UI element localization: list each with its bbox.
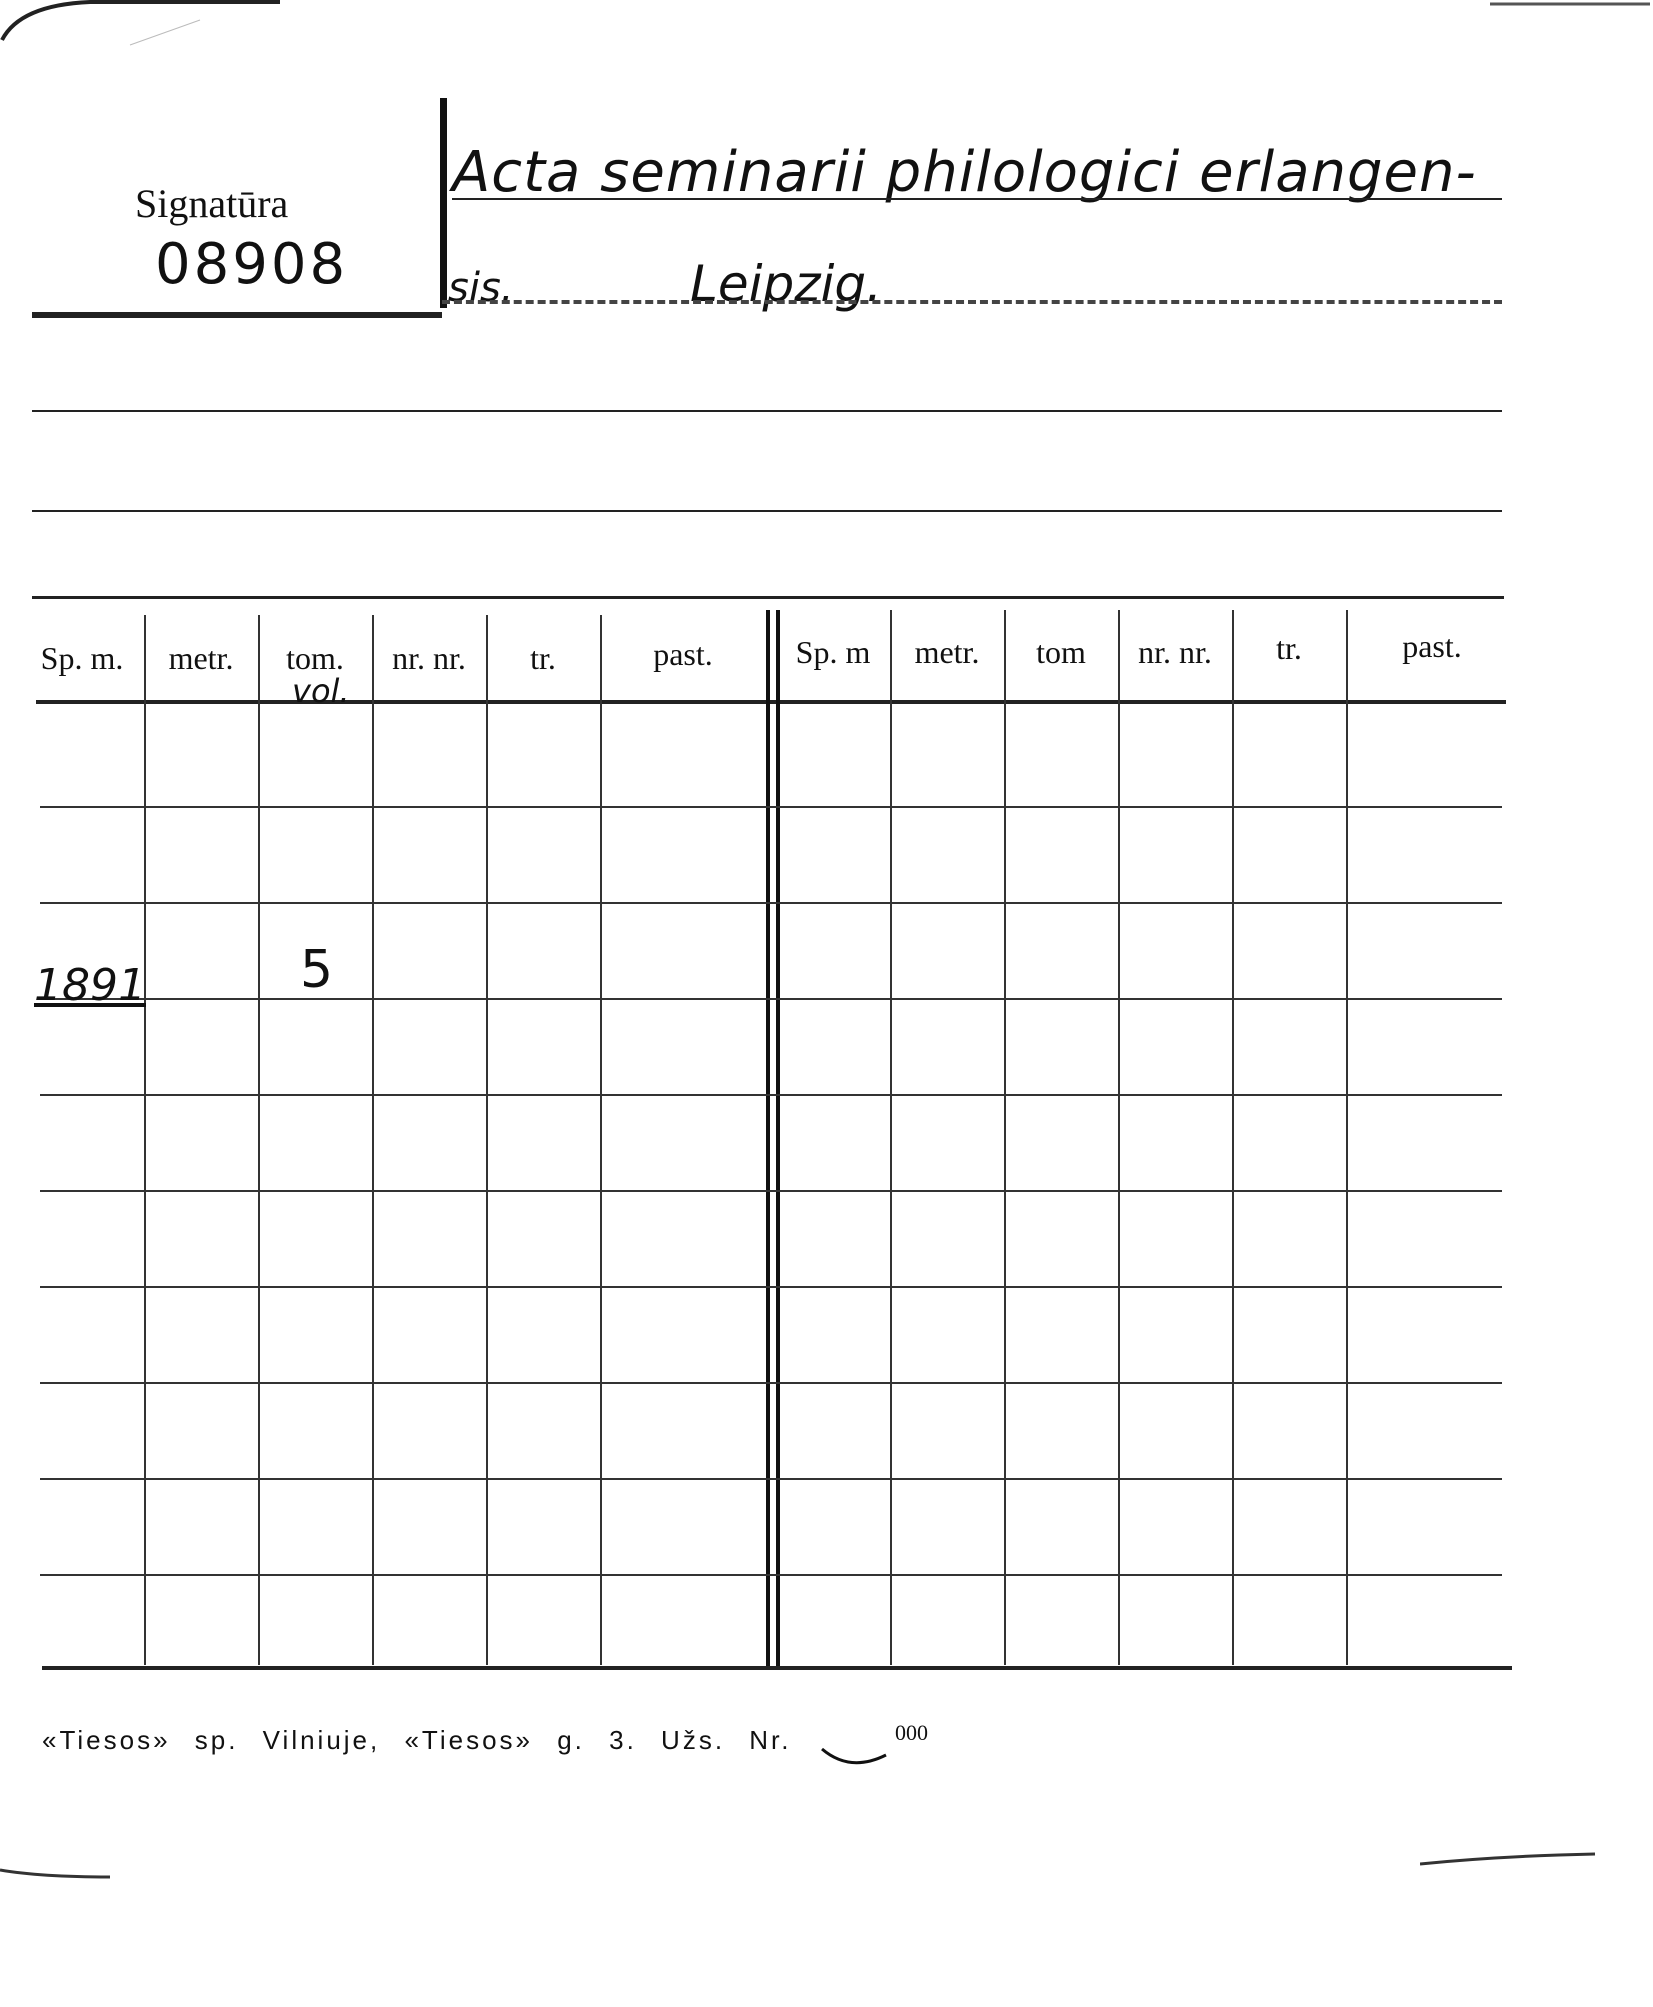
scan-edge-mark bbox=[0, 1865, 130, 1885]
header-metr: metr. bbox=[168, 640, 234, 676]
title-line-1: Acta seminarii philologici erlangen- bbox=[452, 140, 1477, 205]
header-rule bbox=[32, 312, 442, 318]
table-row-line bbox=[40, 1382, 1502, 1384]
blank-line bbox=[32, 510, 1502, 512]
header-tr: tr. bbox=[530, 640, 556, 676]
signature-label: Signatūra bbox=[135, 181, 289, 226]
table-bottom-rule bbox=[42, 1666, 1512, 1670]
column-divider bbox=[258, 615, 260, 1665]
column-divider bbox=[600, 615, 602, 1665]
table-row-line bbox=[40, 1574, 1502, 1576]
table-row-line bbox=[40, 1094, 1502, 1096]
title-line-2-place: Leipzig. bbox=[690, 255, 883, 313]
scan-edge-mark bbox=[1490, 0, 1650, 14]
header-tr: tr. bbox=[1276, 630, 1302, 666]
header-tom: tom bbox=[1036, 634, 1086, 670]
entry-year: 1891 bbox=[34, 960, 146, 1011]
header-sp-m: Sp. m bbox=[795, 634, 871, 670]
footer-tail: 000 bbox=[895, 1720, 928, 1745]
signature-number: 08908 bbox=[155, 232, 349, 297]
blank-line bbox=[32, 410, 1502, 412]
entry-tom: 5 bbox=[300, 940, 334, 1000]
header-nr-nr: nr. nr. bbox=[392, 640, 466, 676]
table-row-line bbox=[40, 806, 1502, 808]
column-divider bbox=[486, 615, 488, 1665]
table-center-divider bbox=[766, 610, 770, 1670]
footer-imprint: «Tiesos» sp. Vilniuje, «Tiesos» g. 3. Užs. Nr. bbox=[42, 1725, 792, 1755]
column-divider bbox=[1232, 610, 1234, 1665]
table-center-divider bbox=[776, 610, 780, 1670]
title-divider bbox=[440, 98, 447, 308]
column-divider bbox=[1118, 610, 1120, 1665]
title-underline bbox=[452, 198, 1502, 200]
column-divider bbox=[144, 615, 146, 1665]
column-divider bbox=[1004, 610, 1006, 1665]
title-line-2-start: sis. bbox=[448, 265, 514, 311]
header-past: past. bbox=[653, 636, 713, 672]
header-tom: tom. bbox=[286, 640, 344, 676]
scan-edge-mark bbox=[1420, 1850, 1600, 1870]
table-row-line bbox=[40, 1478, 1502, 1480]
header-sp-m: Sp. m. bbox=[40, 640, 124, 676]
table-row-line bbox=[40, 902, 1502, 904]
table-row-line bbox=[40, 998, 1502, 1000]
header-vol-note: vol. bbox=[292, 672, 350, 710]
header-metr: metr. bbox=[914, 634, 980, 670]
table-top-rule bbox=[32, 596, 1504, 599]
table-header-rule bbox=[36, 700, 1506, 704]
header-rule-right bbox=[442, 300, 1502, 304]
scan-corner-mark bbox=[0, 0, 300, 60]
header-nr-nr: nr. nr. bbox=[1138, 634, 1212, 670]
footer-smudge bbox=[820, 1745, 900, 1775]
header-past: past. bbox=[1402, 628, 1462, 664]
column-divider bbox=[372, 615, 374, 1665]
table-row-line bbox=[40, 1190, 1502, 1192]
column-divider bbox=[890, 610, 892, 1665]
table-row-line bbox=[40, 1286, 1502, 1288]
column-divider bbox=[1346, 610, 1348, 1665]
